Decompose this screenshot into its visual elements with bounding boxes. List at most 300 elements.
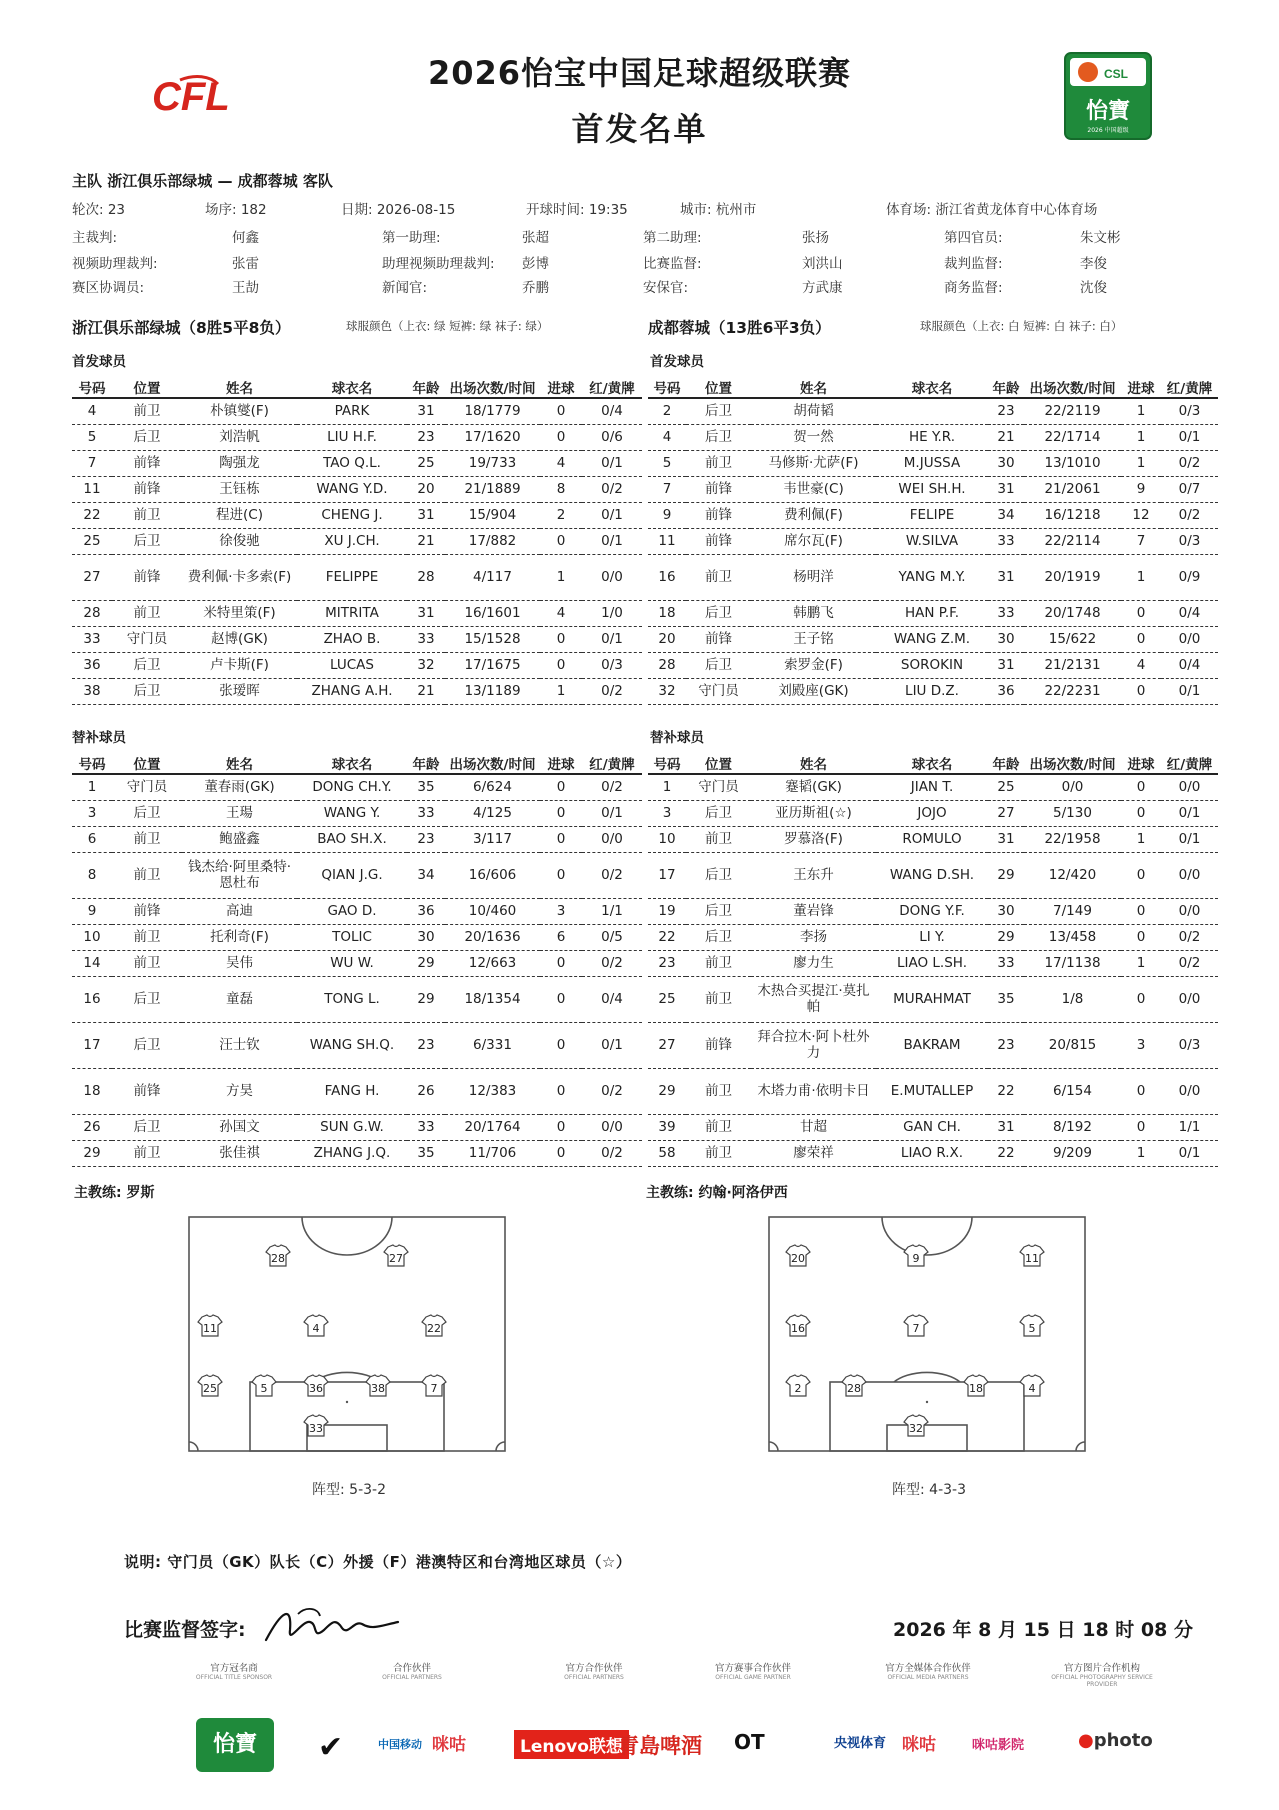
cell-goals: 0 [540,774,582,800]
cell-goals: 4 [1121,652,1161,678]
cell-appearances: 21/1889 [445,476,540,502]
cell-position: 前卫 [686,950,751,976]
cell-position: 后卫 [686,800,751,826]
cell-number: 9 [648,502,686,528]
cell-age: 31 [988,652,1024,678]
cell-shirt-name: WEI SH.H. [876,476,988,502]
cell-goals: 0 [540,1140,582,1166]
cell-age: 25 [988,774,1024,800]
cell-goals: 0 [540,826,582,852]
signature-image [262,1600,402,1650]
table-header-row [72,752,642,774]
player-shirt-icon [304,1315,328,1336]
cell-number: 4 [72,398,112,424]
cell-number: 8 [72,852,112,898]
cell-name: 赵博(GK) [182,626,297,652]
cell-cards: 0/2 [582,774,642,800]
cell-number: 29 [72,1140,112,1166]
official-label: 第一助理: [382,230,441,246]
cell-name: 徐俊驰 [182,528,297,554]
sponsor-yibao-logo: 怡寶 [196,1718,274,1772]
cell-name: 廖力生 [751,950,876,976]
officials-row [0,276,1279,294]
cell-appearances: 20/1919 [1024,554,1121,600]
cell-shirt-name: LUCAS [297,652,407,678]
cell-age: 29 [988,924,1024,950]
cell-cards: 1/1 [582,898,642,924]
cell-number: 22 [72,502,112,528]
cell-age: 33 [407,626,445,652]
cell-number: 3 [72,800,112,826]
player-shirt-number: 5 [1028,1322,1036,1335]
cell-age: 31 [407,502,445,528]
cell-shirt-name: SOROKIN [876,652,988,678]
cell-name: 李扬 [751,924,876,950]
home-coach: 主教练: 罗斯 [74,1185,155,1201]
cell-goals: 0 [540,398,582,424]
cell-name: 吴伟 [182,950,297,976]
cell-shirt-name: XU J.CH. [297,528,407,554]
cell-cards: 0/2 [582,1140,642,1166]
cell-shirt-name: PARK [297,398,407,424]
cell-name: 钱杰给·阿里桑特·恩杜布 [182,852,297,898]
cell-goals: 0 [540,626,582,652]
table-row [648,678,1218,704]
player-shirt-number: 11 [1025,1252,1039,1265]
header-position: 位置 [112,376,182,398]
cell-goals: 0 [540,652,582,678]
away-formation-pitch [766,1214,1088,1454]
cell-number: 27 [648,1022,686,1068]
cell-shirt-name: LIU D.Z. [876,678,988,704]
table-header-row [648,752,1218,774]
official-label: 第二助理: [643,230,702,246]
cell-position: 前锋 [686,1022,751,1068]
cell-shirt-name: CHENG J. [297,502,407,528]
cell-position: 后卫 [686,898,751,924]
table-row [72,800,642,826]
cell-position: 前卫 [112,1140,182,1166]
cell-goals: 9 [1121,476,1161,502]
cell-age: 31 [407,600,445,626]
official-name: 李俊 [1080,256,1107,272]
cell-shirt-name: DONG Y.F. [876,898,988,924]
table-row [72,976,642,1022]
cell-position: 前卫 [112,398,182,424]
cell-goals: 3 [1121,1022,1161,1068]
official-name: 何鑫 [232,230,259,246]
cell-appearances: 18/1354 [445,976,540,1022]
table-row [72,424,642,450]
cell-position: 后卫 [686,652,751,678]
table-row [648,774,1218,800]
player-shirt-number: 28 [271,1252,285,1265]
cell-name: 席尔瓦(F) [751,528,876,554]
cell-name: 罗慕洛(F) [751,826,876,852]
cell-position: 前锋 [112,450,182,476]
cell-name: 陶强龙 [182,450,297,476]
cell-age: 29 [988,852,1024,898]
cell-appearances: 22/2231 [1024,678,1121,704]
table-row [648,476,1218,502]
official-label: 新闻官: [382,280,428,296]
header-appearances: 出场次数/时间 [445,752,540,774]
cell-appearances: 20/1636 [445,924,540,950]
cell-goals: 0 [540,1022,582,1068]
cell-shirt-name: JIAN T. [876,774,988,800]
cell-goals: 0 [1121,774,1161,800]
table-row [648,652,1218,678]
home-subs-label: 替补球员 [72,730,126,746]
cell-position: 后卫 [686,398,751,424]
cell-cards: 0/1 [582,528,642,554]
cell-number: 25 [648,976,686,1022]
cell-shirt-name: SUN G.W. [297,1114,407,1140]
cell-position: 前锋 [686,626,751,652]
cell-goals: 0 [1121,924,1161,950]
player-shirt-icon [964,1375,988,1396]
cell-position: 前锋 [112,898,182,924]
cell-position: 前卫 [686,976,751,1022]
cfl-logo-text: CFL [152,75,230,119]
player-shirt-number: 7 [912,1322,920,1335]
header-position: 位置 [686,376,751,398]
table-row [72,652,642,678]
player-shirt-number: 18 [969,1382,983,1395]
table-row [72,528,642,554]
cell-position: 前卫 [686,1140,751,1166]
cell-number: 26 [72,1114,112,1140]
cell-shirt-name: BAKRAM [876,1022,988,1068]
cell-age: 30 [988,626,1024,652]
cell-cards: 0/1 [582,800,642,826]
cell-appearances: 17/1675 [445,652,540,678]
cell-age: 31 [988,1114,1024,1140]
home-team-record: 浙江俱乐部绿城（8胜5平8负） [72,319,291,337]
cell-appearances: 16/606 [445,852,540,898]
cell-position: 前卫 [112,950,182,976]
header-shirt-name: 球衣名 [297,752,407,774]
player-shirt-icon [422,1315,446,1336]
cell-number: 20 [648,626,686,652]
cell-name: 贺一然 [751,424,876,450]
table-row [648,502,1218,528]
sponsor-photo-logo: ●photo [1078,1730,1153,1751]
header-appearances: 出场次数/时间 [1024,752,1121,774]
official-label: 比赛监督: [643,256,702,272]
cell-shirt-name: LIAO R.X. [876,1140,988,1166]
cell-shirt-name: YANG M.Y. [876,554,988,600]
cell-cards: 0/1 [1161,678,1218,704]
cell-appearances: 12/663 [445,950,540,976]
official-name: 刘洪山 [802,256,843,272]
svg-text:怡寶: 怡寶 [1085,99,1131,124]
cell-name: 朴镇燮(F) [182,398,297,424]
player-shirt-icon [904,1315,928,1336]
cell-position: 后卫 [686,852,751,898]
cell-number: 7 [648,476,686,502]
cell-cards: 0/2 [1161,502,1218,528]
cell-appearances: 8/192 [1024,1114,1121,1140]
official-label: 赛区协调员: [72,280,145,296]
cell-position: 前卫 [112,852,182,898]
cell-age: 33 [407,1114,445,1140]
player-shirt-icon [786,1375,810,1396]
cell-goals: 0 [540,1114,582,1140]
cell-shirt-name: WU W. [297,950,407,976]
cell-goals: 1 [540,678,582,704]
table-row [648,826,1218,852]
cell-cards: 0/9 [1161,554,1218,600]
cell-name: 王瑒 [182,800,297,826]
cell-number: 17 [648,852,686,898]
header-appearances: 出场次数/时间 [445,376,540,398]
cell-age: 36 [407,898,445,924]
header-shirt-name: 球衣名 [876,752,988,774]
cell-goals: 0 [1121,1114,1161,1140]
header-cards: 红/黄牌 [1161,376,1218,398]
cell-age: 27 [988,800,1024,826]
cell-number: 16 [648,554,686,600]
cell-appearances: 13/1189 [445,678,540,704]
cell-age: 30 [988,898,1024,924]
cell-name: 鲍盛鑫 [182,826,297,852]
cell-number: 3 [648,800,686,826]
cell-number: 1 [72,774,112,800]
cell-position: 前卫 [686,1114,751,1140]
cell-number: 16 [72,976,112,1022]
legend-note: 说明: 守门员（GK）队长（C）外援（F）港澳特区和台湾地区球员（☆） [124,1553,632,1571]
cell-age: 25 [407,450,445,476]
cell-goals: 3 [540,898,582,924]
cell-appearances: 6/331 [445,1022,540,1068]
cell-position: 后卫 [112,1022,182,1068]
cell-name: 王钰栋 [182,476,297,502]
match-info-row [0,198,1279,216]
official-label: 裁判监督: [944,256,1003,272]
cell-appearances: 6/624 [445,774,540,800]
kickoff-time: 开球时间: 19:35 [526,202,628,218]
player-shirt-icon [1020,1245,1044,1266]
table-row [72,924,642,950]
cell-goals: 1 [1121,826,1161,852]
cell-age: 31 [988,554,1024,600]
cell-goals: 4 [540,450,582,476]
cell-goals: 1 [1121,450,1161,476]
cell-cards: 0/3 [1161,398,1218,424]
cell-goals: 0 [540,800,582,826]
cell-age: 32 [407,652,445,678]
cell-shirt-name [876,398,988,424]
table-row [72,1140,642,1166]
cell-number: 11 [72,476,112,502]
cell-cards: 0/4 [1161,600,1218,626]
partner-category: 官方全媒体合作伙伴 OFFICIAL MEDIA PARTNERS [885,1663,971,1681]
match-date: 日期: 2026-08-15 [341,202,456,218]
cell-goals: 1 [1121,424,1161,450]
cell-cards: 0/2 [1161,950,1218,976]
sponsor-china-mobile-logo: 中国移动 [378,1738,422,1751]
player-shirt-icon [842,1375,866,1396]
sponsor-migu-cinema-logo: 咪咕影院 [972,1738,1025,1753]
cell-appearances: 6/154 [1024,1068,1121,1114]
player-shirt-icon [1020,1375,1044,1396]
officials-row [0,226,1279,244]
cell-position: 守门员 [686,678,751,704]
cell-appearances: 16/1218 [1024,502,1121,528]
cell-name: 方昊 [182,1068,297,1114]
table-row [648,600,1218,626]
table-row [648,950,1218,976]
table-row [72,554,642,600]
player-shirt-icon [384,1245,408,1266]
player-shirt-icon [422,1375,446,1396]
cell-shirt-name: ROMULO [876,826,988,852]
cell-appearances: 15/1528 [445,626,540,652]
official-label: 安保官: [643,280,689,296]
header-position: 位置 [112,752,182,774]
cell-shirt-name: TONG L. [297,976,407,1022]
cell-name: 廖荣祥 [751,1140,876,1166]
header-goals: 进球 [540,376,582,398]
cell-appearances: 22/2114 [1024,528,1121,554]
cell-shirt-name: MURAHMAT [876,976,988,1022]
signature-date: 2026 年 8 月 15 日 18 时 08 分 [893,1619,1193,1641]
header-name: 姓名 [751,376,876,398]
cell-name: 董岩锋 [751,898,876,924]
cell-name: 木热合买提江·莫扎帕 [751,976,876,1022]
cell-appearances: 22/1958 [1024,826,1121,852]
cell-number: 5 [72,424,112,450]
table-row [72,898,642,924]
cell-goals: 0 [1121,626,1161,652]
player-shirt-number: 11 [203,1322,217,1335]
cell-appearances: 12/420 [1024,852,1121,898]
player-shirt-number: 7 [430,1382,438,1395]
cell-goals: 1 [1121,398,1161,424]
away-starters-label: 首发球员 [650,354,704,370]
away-kit-colors: 球服颜色（上衣: 白 短裤: 白 袜子: 白） [920,319,1123,333]
cell-cards: 0/0 [582,826,642,852]
signature-label: 比赛监督签字: [124,1619,246,1641]
cell-number: 18 [648,600,686,626]
cell-name: 韦世豪(C) [751,476,876,502]
header-name: 姓名 [751,752,876,774]
table-row [648,528,1218,554]
player-shirt-number: 22 [427,1322,441,1335]
cell-appearances: 3/117 [445,826,540,852]
cell-number: 17 [72,1022,112,1068]
cell-position: 守门员 [686,774,751,800]
cell-number: 6 [72,826,112,852]
sponsor-cctv-sports-logo: 央视体育 [834,1736,887,1751]
cell-number: 1 [648,774,686,800]
cell-cards: 0/1 [1161,800,1218,826]
cell-appearances: 4/125 [445,800,540,826]
cell-number: 32 [648,678,686,704]
cell-cards: 0/5 [582,924,642,950]
partner-category: 官方冠名商 OFFICIAL TITLE SPONSOR [195,1663,273,1681]
cell-cards: 0/3 [1161,528,1218,554]
table-row [648,1068,1218,1114]
cell-number: 29 [648,1068,686,1114]
cell-name: 张瑷晖 [182,678,297,704]
cell-position: 守门员 [112,774,182,800]
player-shirt-number: 16 [791,1322,805,1335]
cell-position: 后卫 [686,924,751,950]
cell-appearances: 21/2131 [1024,652,1121,678]
player-shirt-number: 4 [312,1322,320,1335]
partner-category: 合作伙伴 OFFICIAL PARTNERS [382,1663,442,1681]
cell-age: 33 [988,950,1024,976]
cell-position: 前卫 [686,826,751,852]
table-row [72,502,642,528]
official-label: 主裁判: [72,230,118,246]
cell-cards: 0/1 [582,626,642,652]
official-label: 助理视频助理裁判: [382,256,495,272]
cell-goals: 1 [1121,1140,1161,1166]
cell-appearances: 11/706 [445,1140,540,1166]
cell-cards: 1/0 [582,600,642,626]
cell-age: 34 [407,852,445,898]
cell-number: 22 [648,924,686,950]
cell-goals: 0 [1121,600,1161,626]
cell-number: 7 [72,450,112,476]
player-shirt-icon [198,1315,222,1336]
cell-shirt-name: LIAO L.SH. [876,950,988,976]
cell-shirt-name: ZHANG J.Q. [297,1140,407,1166]
cell-goals: 2 [540,502,582,528]
cell-appearances: 9/209 [1024,1140,1121,1166]
cell-number: 28 [648,652,686,678]
cell-position: 前卫 [686,554,751,600]
official-name: 张超 [522,230,549,246]
cell-age: 29 [407,976,445,1022]
table-row [72,450,642,476]
cell-name: 费利佩(F) [751,502,876,528]
cell-name: 胡荷韬 [751,398,876,424]
cell-goals: 0 [1121,800,1161,826]
cell-age: 33 [988,600,1024,626]
cell-shirt-name: LIU H.F. [297,424,407,450]
cell-cards: 0/3 [582,652,642,678]
home-starters-table [72,376,642,705]
table-row [648,1114,1218,1140]
cell-cards: 0/1 [582,502,642,528]
cell-goals: 0 [1121,852,1161,898]
table-row [72,852,642,898]
officials-row [0,252,1279,270]
cell-name: 马修斯·尤萨(F) [751,450,876,476]
player-shirt-icon [904,1245,928,1266]
cell-number: 14 [72,950,112,976]
cell-position: 后卫 [112,652,182,678]
header-name: 姓名 [182,376,297,398]
cell-name: 费利佩·卡多索(F) [182,554,297,600]
cell-cards: 0/2 [582,678,642,704]
player-shirt-number: 38 [371,1382,385,1395]
sponsor-migu-logo: 咪咕 [432,1735,466,1755]
away-team-record: 成都蓉城（13胜6平3负） [648,319,831,337]
cell-appearances: 0/0 [1024,774,1121,800]
cell-shirt-name: WANG D.SH. [876,852,988,898]
cell-age: 22 [988,1068,1024,1114]
cell-goals: 0 [540,852,582,898]
table-row [72,826,642,852]
header-shirt-name: 球衣名 [876,376,988,398]
home-kit-colors: 球服颜色（上衣: 绿 短裤: 绿 袜子: 绿） [346,319,549,333]
cell-age: 35 [407,774,445,800]
